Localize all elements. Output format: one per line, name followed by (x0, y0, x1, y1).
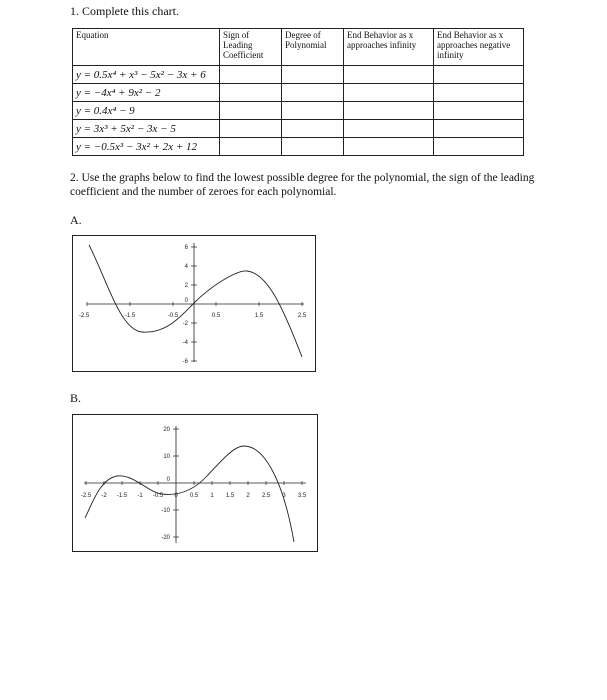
graph-a-xtick-label: -0.5 (167, 313, 179, 319)
table-row (73, 84, 524, 102)
graph-a (72, 235, 316, 372)
graph-b-xtick-label: 2 (246, 493, 250, 499)
table-row (73, 66, 524, 84)
graph-b-ytick-label: 10 (163, 454, 170, 460)
header-degree: Degree of Polynomial (282, 29, 344, 66)
answer-cell[interactable] (434, 84, 524, 102)
graph-b-xtick-label: -2.5 (80, 493, 92, 499)
graph-b-xtick-label: -2 (101, 493, 107, 499)
graph-b-ytick-label: 0 (166, 477, 170, 483)
question-1-title: 1. Complete this chart. (70, 4, 179, 18)
graph-b-label: B. (70, 391, 82, 405)
graph-a-ytick-label: 6 (184, 245, 188, 251)
answer-cell[interactable] (220, 84, 282, 102)
answer-cell[interactable] (434, 138, 524, 156)
graph-a-xtick-label: 1.5 (254, 313, 264, 319)
graph-a-ytick-label: 2 (184, 283, 188, 289)
graph-b-xtick-label: -1 (137, 493, 143, 499)
table-row (73, 138, 524, 156)
answer-cell[interactable] (434, 66, 524, 84)
table-row (73, 102, 524, 120)
answer-cell[interactable] (282, 66, 344, 84)
graph-b-xtick-label: 3 (282, 493, 286, 499)
graph-b-ytick-label: -20 (161, 535, 170, 541)
answer-cell[interactable] (344, 102, 434, 120)
answer-cell[interactable] (434, 120, 524, 138)
graph-a-xtick-label: -2.5 (78, 313, 90, 319)
equation-cell: y = 0.5x⁴ + x³ − 5x² − 3x + 6 (73, 66, 220, 84)
graph-b (72, 414, 318, 552)
graph-a-ytick-label: -6 (182, 359, 188, 365)
equation-cell: y = 3x³ + 5x² − 3x − 5 (73, 120, 220, 138)
graph-b-xtick-label: 1.5 (225, 493, 235, 499)
answer-cell[interactable] (220, 120, 282, 138)
answer-cell[interactable] (344, 84, 434, 102)
answer-cell[interactable] (282, 84, 344, 102)
answer-cell[interactable] (344, 138, 434, 156)
table-row (73, 120, 524, 138)
answer-cell[interactable] (282, 102, 344, 120)
graph-b-ytick-label: 20 (163, 427, 170, 433)
answer-cell[interactable] (344, 120, 434, 138)
graph-a-ytick-label: -2 (182, 321, 188, 327)
question-2-text: 2. Use the graphs below to find the lowest possible degree for the polynomial, the sign of the leading coefficient and the number of zeroes for each polynomial. (70, 172, 535, 198)
graph-b-xtick-label: 1 (210, 493, 214, 499)
graph-a-ytick-label: 0 (184, 298, 188, 304)
polynomial-chart-table (72, 28, 524, 156)
header-end-behavior-pos: End Behavior as x approaches infinity (344, 29, 434, 66)
answer-cell[interactable] (344, 66, 434, 84)
graph-a-ytick-label: -4 (182, 340, 188, 346)
graph-b-ytick-label: -10 (161, 508, 170, 514)
equation-cell: y = −4x⁴ + 9x² − 2 (73, 84, 220, 102)
graph-a-xtick-label: 2.5 (297, 313, 307, 319)
answer-cell[interactable] (434, 102, 524, 120)
answer-cell[interactable] (220, 66, 282, 84)
equation-cell: y = 0.4x⁴ − 9 (73, 102, 220, 120)
graph-b-xtick-label: -1.5 (116, 493, 128, 499)
graph-a-curve (89, 245, 302, 357)
answer-cell[interactable] (220, 102, 282, 120)
graph-b-xtick-label: -0.5 (152, 493, 164, 499)
graph-a-xtick-label: -1.5 (124, 313, 136, 319)
graph-b-xtick-label: 3.5 (297, 493, 307, 499)
graph-a-label: A. (70, 213, 82, 227)
answer-cell[interactable] (282, 138, 344, 156)
header-sign: Sign of Leading Coefficient (220, 29, 282, 66)
answer-cell[interactable] (220, 138, 282, 156)
graph-b-xtick-label: 0.5 (189, 493, 199, 499)
graph-a-ytick-label: 4 (184, 264, 188, 270)
header-end-behavior-neg: End Behavior as x approaches negative infinity (434, 29, 524, 66)
graph-b-xtick-label: 0 (174, 493, 178, 499)
table-header-row (73, 29, 524, 66)
equation-cell: y = −0.5x³ − 3x² + 2x + 12 (73, 138, 220, 156)
header-equation: Equation (73, 29, 220, 66)
graph-b-xtick-label: 2.5 (261, 493, 271, 499)
answer-cell[interactable] (282, 120, 344, 138)
graph-a-xtick-label: 0.5 (211, 313, 221, 319)
